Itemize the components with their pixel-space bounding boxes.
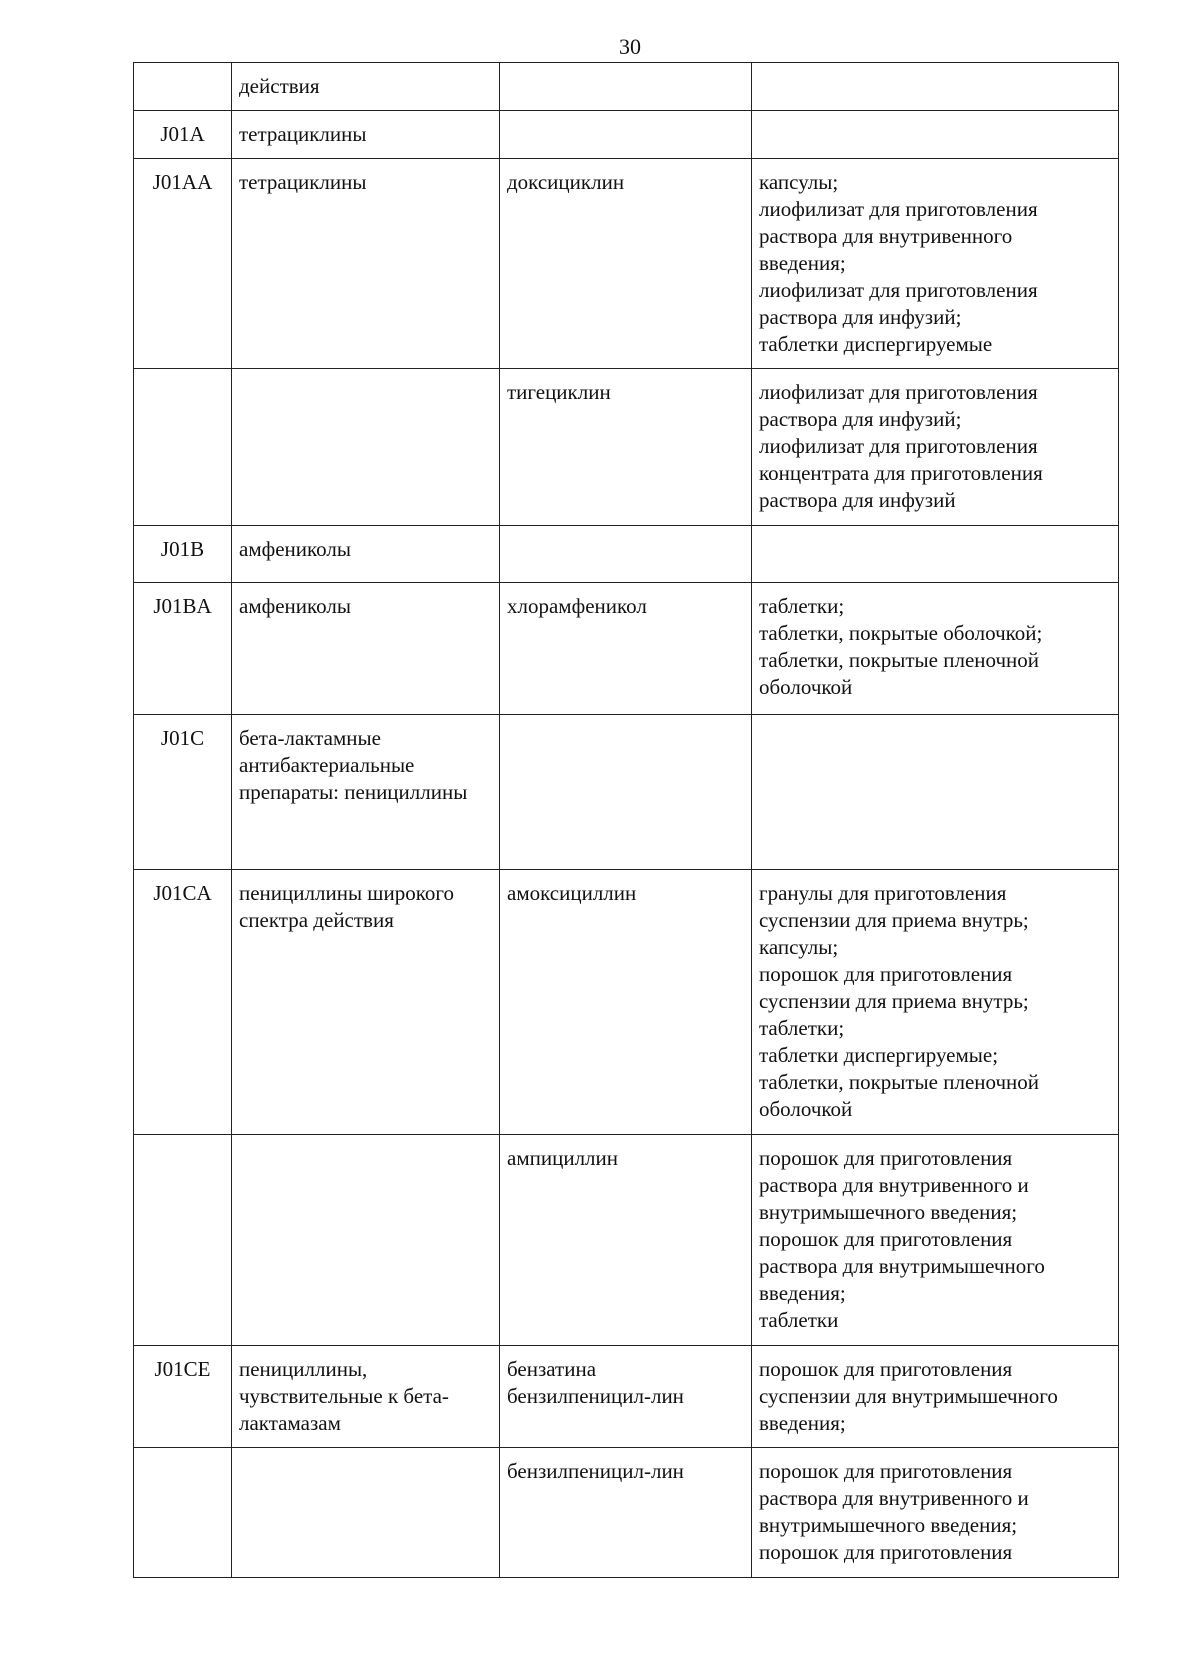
table-row — [134, 1135, 1119, 1346]
dosage-form-line: таблетки; — [759, 594, 845, 618]
group-cell: бета-лактамные антибактериальные препараты: пенициллины — [232, 715, 500, 870]
dosage-form-line: оболочкой — [759, 1097, 853, 1121]
dosage-form-line: раствора для внутривенного и — [759, 1486, 1029, 1510]
dosage-form-line: суспензии для внутримышечного — [759, 1384, 1058, 1408]
dosage-form-cell — [752, 111, 1119, 159]
dosage-form-line: раствора для внутривенного — [759, 224, 1013, 248]
atc-code-cell: J01CA — [134, 870, 232, 1135]
dosage-form-line: капсулы; — [759, 935, 839, 959]
drug-cell: ампициллин — [500, 1135, 752, 1346]
dosage-form-line: таблетки диспергируемые; — [759, 1043, 999, 1067]
atc-code-cell: J01B — [134, 526, 232, 583]
dosage-form-cell — [752, 369, 1119, 526]
table-row — [134, 369, 1119, 526]
dosage-form-line: порошок для приготовления — [759, 1540, 1013, 1564]
drug-cell: бензатина бензилпеницил-лин — [500, 1346, 752, 1448]
drug-cell: бензилпеницил-лин — [500, 1448, 752, 1578]
dosage-form-line: внутримышечного введения; — [759, 1513, 1018, 1537]
dosage-form-line: порошок для приготовления — [759, 1459, 1013, 1483]
atc-code-cell: J01C — [134, 715, 232, 870]
drug-cell: амоксициллин — [500, 870, 752, 1135]
dosage-form-line: таблетки — [759, 1308, 839, 1332]
drug-cell: хлорамфеникол — [500, 583, 752, 715]
drug-cell — [500, 111, 752, 159]
table-row — [134, 111, 1119, 159]
group-cell: тетрациклины — [232, 111, 500, 159]
dosage-form-line: лиофилизат для приготовления — [759, 278, 1038, 302]
group-cell: действия — [232, 63, 500, 111]
dosage-form-line: капсулы; — [759, 170, 839, 194]
group-cell — [232, 1448, 500, 1578]
group-cell — [232, 369, 500, 526]
group-cell: амфениколы — [232, 526, 500, 583]
group-cell: тетрациклины — [232, 159, 500, 369]
dosage-form-cell — [752, 1135, 1119, 1346]
drug-cell — [500, 526, 752, 583]
dosage-form-line: суспензии для приема внутрь; — [759, 989, 1029, 1013]
dosage-form-line: раствора для инфузий — [759, 488, 956, 512]
drug-cell — [500, 715, 752, 870]
dosage-form-line: раствора для внутримышечного — [759, 1254, 1045, 1278]
table-row — [134, 870, 1119, 1135]
table-row — [134, 526, 1119, 583]
dosage-form-line: суспензии для приема внутрь; — [759, 908, 1029, 932]
atc-code-cell — [134, 369, 232, 526]
drug-cell: тигециклин — [500, 369, 752, 526]
dosage-form-line: таблетки, покрытые пленочной — [759, 648, 1040, 672]
dosage-form-line: лиофилизат для приготовления — [759, 434, 1038, 458]
atc-code-cell: J01A — [134, 111, 232, 159]
atc-code-cell: J01CE — [134, 1346, 232, 1448]
dosage-form-line: таблетки, покрытые пленочной — [759, 1070, 1040, 1094]
atc-code-cell — [134, 1448, 232, 1578]
drug-cell — [500, 63, 752, 111]
dosage-form-cell — [752, 526, 1119, 583]
table-row — [134, 1448, 1119, 1578]
dosage-form-cell — [752, 1346, 1119, 1448]
table-row — [134, 159, 1119, 369]
dosage-form-line: гранулы для приготовления — [759, 881, 1007, 905]
dosage-form-line: внутримышечного введения; — [759, 1200, 1018, 1224]
dosage-form-cell — [752, 583, 1119, 715]
dosage-form-line: раствора для инфузий; — [759, 305, 962, 329]
atc-code-cell — [134, 1135, 232, 1346]
dosage-form-line: оболочкой — [759, 675, 853, 699]
dosage-form-cell — [752, 63, 1119, 111]
dosage-form-line: лиофилизат для приготовления — [759, 197, 1038, 221]
table-row — [134, 583, 1119, 715]
drug-cell: доксициклин — [500, 159, 752, 369]
group-cell: пенициллины, чувствительные к бета-лактамазам — [232, 1346, 500, 1448]
dosage-form-line: раствора для внутривенного и — [759, 1173, 1029, 1197]
dosage-form-cell — [752, 715, 1119, 870]
dosage-form-line: введения; — [759, 251, 846, 275]
group-cell: амфениколы — [232, 583, 500, 715]
dosage-form-line: таблетки, покрытые оболочкой; — [759, 621, 1043, 645]
group-cell — [232, 1135, 500, 1346]
dosage-form-line: порошок для приготовления — [759, 1146, 1013, 1170]
dosage-form-line: введения; — [759, 1281, 846, 1305]
atc-code-cell: J01AA — [134, 159, 232, 369]
dosage-form-line: введения; — [759, 1411, 846, 1435]
drug-table — [133, 62, 1119, 1578]
dosage-form-cell — [752, 159, 1119, 369]
table-row — [134, 63, 1119, 111]
page-number: 30 — [619, 34, 641, 59]
dosage-form-line: таблетки диспергируемые — [759, 332, 993, 356]
dosage-form-cell — [752, 1448, 1119, 1578]
dosage-form-line: раствора для инфузий; — [759, 407, 962, 431]
atc-code-cell: J01BA — [134, 583, 232, 715]
atc-code-cell — [134, 63, 232, 111]
table-row — [134, 1346, 1119, 1448]
group-cell: пенициллины широкого спектра действия — [232, 870, 500, 1135]
drug-table-body — [134, 63, 1119, 1578]
dosage-form-line: лиофилизат для приготовления — [759, 380, 1038, 404]
dosage-form-cell — [752, 870, 1119, 1135]
dosage-form-line: концентрата для приготовления — [759, 461, 1043, 485]
dosage-form-line: порошок для приготовления — [759, 1357, 1013, 1381]
dosage-form-line: таблетки; — [759, 1016, 845, 1040]
dosage-form-line: порошок для приготовления — [759, 962, 1013, 986]
table-row — [134, 715, 1119, 870]
dosage-form-line: порошок для приготовления — [759, 1227, 1013, 1251]
